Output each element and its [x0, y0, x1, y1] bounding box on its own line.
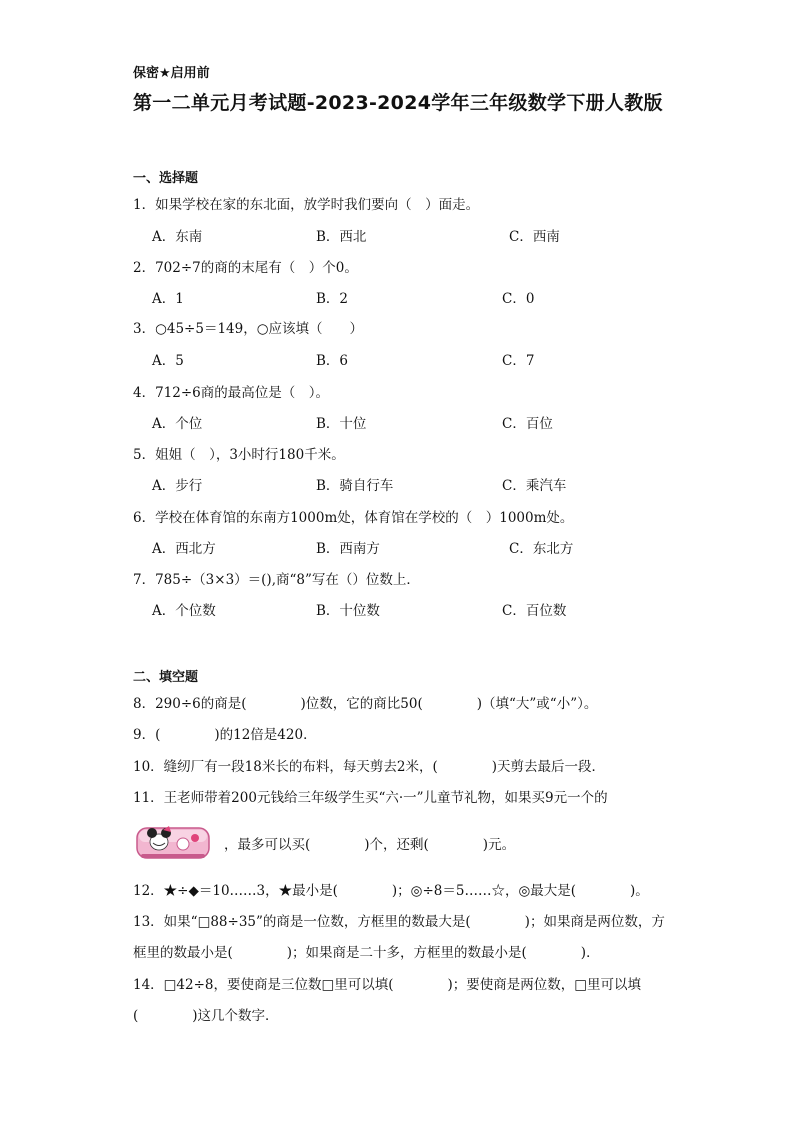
section-choice-heading: 一、选择题	[133, 171, 199, 186]
question-2-option-a: A．1	[152, 291, 184, 307]
question-6-stem: 6．学校在体育馆的东南方1000m处，体育馆在学校的（ ）1000m处。	[133, 510, 574, 526]
question-2-stem: 2．702÷7的商的末尾有（ ）个0。	[133, 260, 358, 276]
question-11-line-2: ，最多可以买( )个，还剩( )元。	[224, 837, 516, 853]
question-4-option-b: B．十位	[316, 416, 367, 432]
question-3-option-a: A．5	[152, 353, 184, 369]
question-6-option-c: C．东北方	[509, 541, 574, 557]
question-3-stem: 3．○45÷5＝149，○应该填（ ）	[133, 321, 363, 337]
question-4-option-a: A．个位	[152, 416, 203, 432]
question-1-option-b: B．西北	[316, 229, 367, 245]
question-5-option-c: C．乘汽车	[502, 478, 567, 494]
question-1-option-c: C．西南	[509, 229, 560, 245]
question-2-option-c: C．0	[502, 291, 535, 307]
confidential-label: 保密★启用前	[133, 66, 210, 81]
question-7-stem: 7．785÷（3×3）＝(),商“8”写在（）位数上．	[133, 572, 420, 588]
question-4-stem: 4．712÷6商的最高位是（ ）。	[133, 385, 330, 401]
question-5-option-a: A．步行	[152, 478, 203, 494]
question-13-line-2: 框里的数最小是( )；如果商是二十多，方框里的数最小是( )．	[133, 945, 600, 961]
question-10: 10．缝纫厂有一段18米长的布料，每天剪去2米，( )天剪去最后一段．	[133, 759, 605, 775]
question-6-option-a: A．西北方	[152, 541, 216, 557]
question-5-stem: 5．姐姐（ ），3小时行180千米。	[133, 447, 345, 463]
question-7-option-c: C．百位数	[502, 603, 567, 619]
question-9: 9．( )的12倍是420．	[133, 727, 317, 743]
question-1-option-a: A．东南	[152, 229, 203, 245]
question-7-option-a: A．个位数	[152, 603, 216, 619]
question-12: 12．★÷◆＝10……3，★最小是( )；◎÷8＝5……☆，◎最大是( )。	[133, 883, 649, 899]
question-2-option-b: B．2	[316, 291, 349, 307]
question-3-option-c: C．7	[502, 353, 535, 369]
question-8: 8．290÷6的商是( )位数，它的商比50( )（填“大”或“小”）。	[133, 696, 598, 712]
question-14-line-1: 14．□42÷8，要使商是三位数□里可以填( )；要使商是两位数，□里可以填	[133, 977, 642, 993]
question-11-line-1: 11．王老师带着200元钱给三年级学生买“六·一”儿童节礼物，如果买9元一个的	[133, 790, 608, 806]
page-title: 第一二单元月考试题-2023-2024学年三年级数学下册人教版	[133, 92, 663, 114]
question-6-option-b: B．西南方	[316, 541, 380, 557]
question-1-stem: 1．如果学校在家的东北面，放学时我们要向（ ）面走。	[133, 197, 480, 213]
question-3-option-b: B．6	[316, 353, 349, 369]
question-14-line-2: ( )这几个数字．	[133, 1008, 279, 1024]
question-5-option-b: B．骑自行车	[316, 478, 394, 494]
question-4-option-c: C．百位	[502, 416, 553, 432]
pencil-case-icon	[133, 818, 213, 864]
question-13-line-1: 13．如果“□88÷35”的商是一位数，方框里的数最大是( )；如果商是两位数，方	[133, 914, 665, 930]
section-fill-heading: 二、填空题	[133, 670, 199, 685]
question-7-option-b: B．十位数	[316, 603, 380, 619]
